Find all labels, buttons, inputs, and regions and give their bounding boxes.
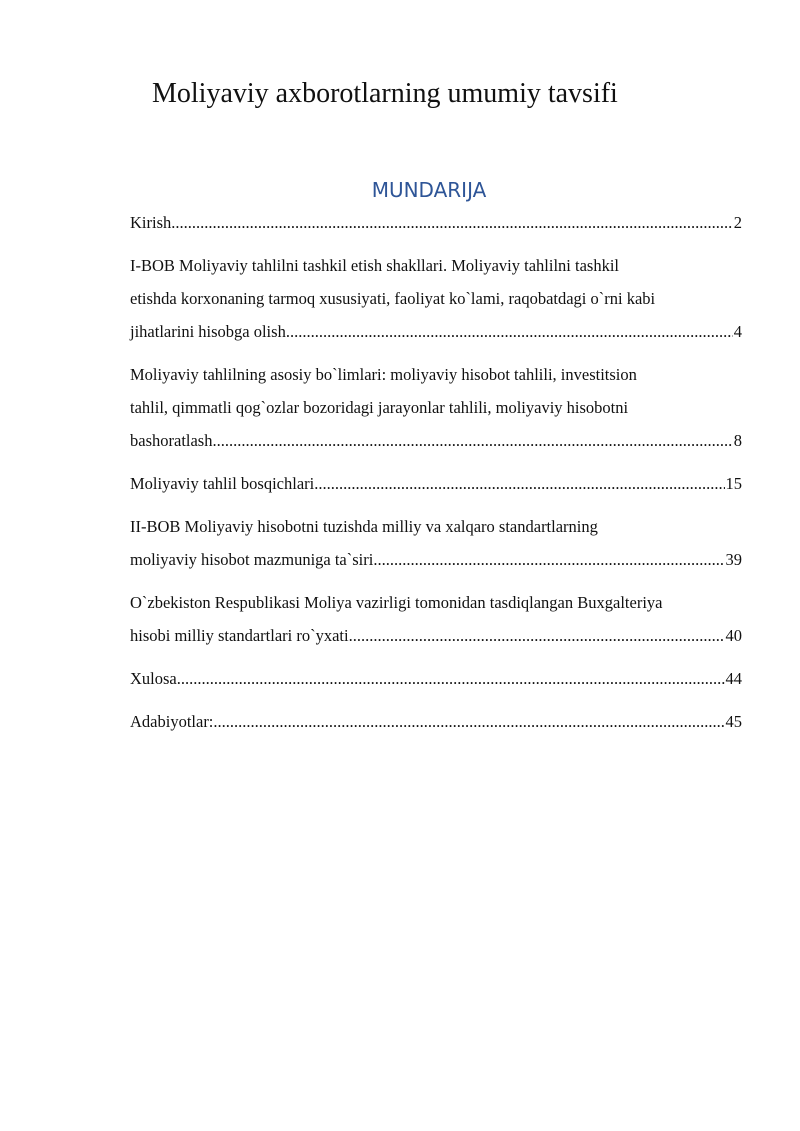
toc-entry-last-line <box>130 424 742 457</box>
toc-entry-text: jihatlarini hisobga olish <box>130 322 286 341</box>
dot-leader <box>212 424 732 457</box>
dot-leader <box>286 315 733 348</box>
toc-entry-line: Moliyaviy tahlilning asosiy bo`limlari: moliyaviy hisobot tahlili, investitsion <box>130 365 637 384</box>
toc-entry-last-line <box>130 315 742 348</box>
toc-entry[interactable] <box>130 662 742 695</box>
toc-entry[interactable] <box>130 586 742 652</box>
toc-entry[interactable] <box>130 705 742 738</box>
toc-entry-text: hisobi milliy standartlari ro`yxati <box>130 626 349 645</box>
toc-entry-text: moliyaviy hisobot mazmuniga ta`siri <box>130 550 374 569</box>
toc-entry-text: Moliyaviy tahlil bosqichlari <box>130 474 315 493</box>
toc-entry-line: O`zbekiston Respublikasi Moliya vazirligi tomonidan tasdiqlangan Buxgalteriya <box>130 593 663 612</box>
toc-page-number: 2 <box>733 213 742 232</box>
toc-entry-text: Adabiyotlar: <box>130 712 214 731</box>
toc-entry[interactable] <box>130 358 742 457</box>
dot-leader <box>314 467 724 500</box>
dot-leader <box>373 543 724 576</box>
toc-entry-line: tahlil, qimmatli qog`ozlar bozoridagi jarayonlar tahlili, moliyaviy hisobotni <box>130 398 629 417</box>
toc-entry-last-line <box>130 543 742 576</box>
toc-entry-text: bashoratlash <box>130 431 213 450</box>
document-title: Moliyaviy axborotlarning umumiy tavsifi <box>152 78 618 109</box>
toc-page-number: 45 <box>725 712 742 731</box>
toc-entry[interactable] <box>130 249 742 348</box>
toc-entry-text: Xulosa <box>130 669 177 688</box>
dot-leader <box>213 705 724 738</box>
toc-entry-line: II-BOB Moliyaviy hisobotni tuzishda milliy va xalqaro standartlarning <box>130 517 598 536</box>
toc-page-number: 39 <box>725 550 742 569</box>
toc-entry-text: Kirish <box>130 213 172 232</box>
toc-entry-last-line <box>130 705 742 738</box>
toc-entry-last-line <box>130 619 742 652</box>
toc-entry-line: etishda korxonaning tarmoq xususiyati, faoliyat ko`lami, raqobatdagi o`rni kabi <box>130 289 656 308</box>
dot-leader <box>177 662 725 695</box>
dot-leader <box>349 619 725 652</box>
toc-page-number: 40 <box>725 626 742 645</box>
toc-entry[interactable] <box>130 510 742 576</box>
dot-leader <box>171 206 733 239</box>
toc-page-number: 4 <box>733 322 742 341</box>
toc-page-number: 8 <box>733 431 742 450</box>
toc-entry[interactable] <box>130 467 742 500</box>
toc-entry-last-line <box>130 662 742 695</box>
toc-page-number: 15 <box>725 474 742 493</box>
toc-heading: MUNDARIJA <box>371 178 487 202</box>
table-of-contents <box>130 206 742 738</box>
toc-entry[interactable] <box>130 206 742 239</box>
toc-entry-last-line <box>130 467 742 500</box>
toc-page-number: 44 <box>725 669 742 688</box>
toc-entry-line: I-BOB Moliyaviy tahlilni tashkil etish shakllari. Moliyaviy tahlilni tashkil <box>130 256 619 275</box>
toc-entry-last-line <box>130 206 742 239</box>
